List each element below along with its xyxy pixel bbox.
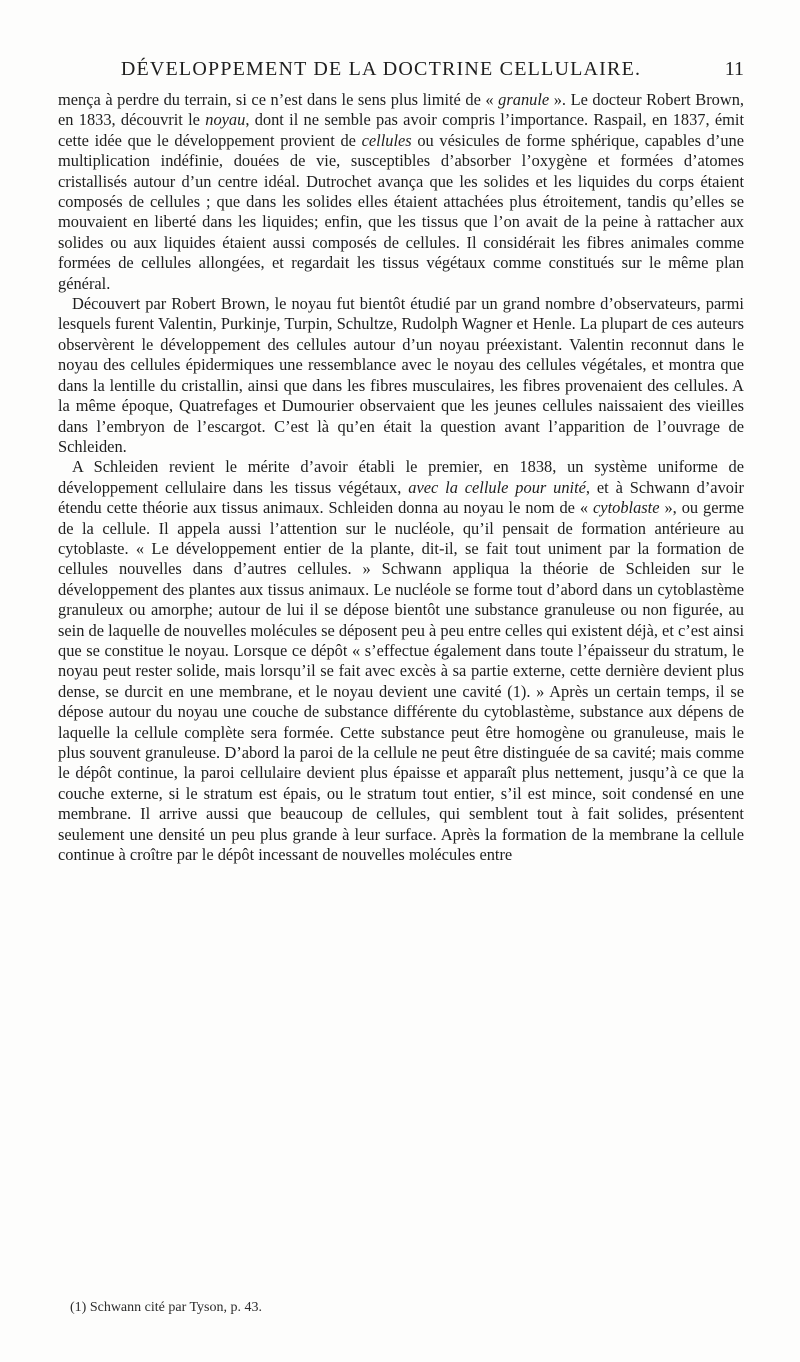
paragraph-1 [58, 90, 744, 294]
text-run: , dont il ne semble pas avoir compris l’importance. Raspail, en 1837, émit cette idée que le développement provient de [58, 110, 745, 150]
text-run: mença à perdre du terrain, si ce n’est dans le sens plus limité de « [58, 90, 499, 109]
text-run: , et à Schwann d’avoir étendu cette théorie aux tissus animaux. Schleiden donna au noyau le nom de « [58, 477, 744, 518]
italic-term-cytoblaste: cytoblaste [593, 498, 660, 518]
italic-term-granule: granule [498, 90, 550, 109]
text-run: Découvert par Robert Brown, le noyau fut bientôt étudié par un grand nombre d’observateurs, parmi lesquels furent Valentin, Purkinje, Turpin, Schultze, Rudolph Wagner et Henle. La plupart de ces auteurs observèrent le développement des cellules autour d’un noyau préexistant. Valentin reconnut dans le noyau des cellules épidermiques une ressemblance avec le noyau des cellules végétales, et montra que dans la lentille du cristallin, ainsi que dans les fibres musculaires, les fibres provenaient des cellules. A la même époque, Quatrefages et Dumourier observaient que les jeunes cellules naissaient des vieilles dans l’embryon de l’escargot. C’est là qu’en était la question avant l’apparition de l’ouvrage de Schleiden. [58, 294, 744, 456]
paragraph-2 [58, 294, 744, 457]
italic-term-noyau: noyau [205, 110, 246, 130]
italic-term-cellules: cellules [361, 130, 412, 150]
text-run: A Schleiden revient le mérite d’avoir établi le premier, en 1838, un système uniforme de développement cellulaire dans les tissus végétaux, [58, 457, 744, 497]
italic-phrase-cellule-unite: avec la cellule pour unité [408, 477, 586, 497]
paragraph-3 [58, 457, 744, 865]
page-header [58, 58, 744, 88]
body-text [58, 90, 744, 865]
text-run: », ou germe de la cellule. Il appela aussi l’attention sur le nucléole, qu’il pensait de formation antérieure au cytoblaste. « Le développement entier de la plante, dit-il, se fait tout uniment par la formation de cellules nouvelles dans d’autres cellules. » Schwann appliqua la théorie de Schleiden sur le développement des plantes aux tissus animaux. Le nucléole se forme tout d’abord dans un cytoblastème granuleux ou amorphe; autour de lui il se dépose bientôt une substance granuleuse ou non figurée, au sein de laquelle de nouvelles molécules se déposent peu à peu entre celles qui existent déjà, et c’est ainsi que se constitue le noyau. Lorsque ce dépôt « s’effectue également dans toute l’épaisseur du stratum, le noyau peut rester solide, mais lorsqu’il se fait avec excès à sa partie externe, cette dernière devient plus dense, se durcit en une membrane, et le noyau devient une cavité (1). » Après un certain temps, il se dépose autour du noyau une couche de substance différente du cytoblastème, substance aux dépens de laquelle la cellule complète sera formée. Cette substance peut être homogène ou granuleuse, mais le plus souvent granuleuse. D’abord la paroi de la cellule ne peut être distinguée de sa cavité; mais comme le dépôt continue, la paroi cellulaire devient plus épaisse et apparaît plus nettement, jusqu’à ce que la couche externe, si le stratum est épais, ou le stratum tout entier, s’il est mince, soit condensé en une membrane. Il arrive aussi que beaucoup de cellules, qui semblent tout à fait solides, présentent seulement une densité un peu plus grande à leur surface. Après la formation de la membrane la cellule continue à croître par le dépôt incessant de nouvelles molécules entre [58, 498, 744, 865]
footnote: (1) Schwann cité par Tyson, p. 43. [70, 1300, 263, 1315]
page-number: 11 [724, 58, 744, 80]
text-run: ou vésicules de forme sphérique, capables d’une multiplication indéfinie, douées de vie, susceptibles d’absorber l’oxygène et formées d’atomes cristallisés autour d’un centre idéal. Dutrochet avança que les solides et les liquides du corps étaient composés de cellules ; que dans les solides elles étaient attachées plus étroitement, tandis qu’elles se mouvaient en liberté dans les liquides; enfin, que les tissus que l’on avait de la peine à rattacher aux solides ou aux liquides étaient aussi composés de cellules. Il considérait les fibres animales comme formées de cellules allongées, et regardait les tissus végétaux comme constitués sur le même plan général. [58, 130, 744, 293]
running-title: DÉVELOPPEMENT DE LA DOCTRINE CELLULAIRE. [120, 58, 642, 80]
text-run: ». Le docteur Robert Brown, en 1833, découvrit le [58, 90, 745, 130]
